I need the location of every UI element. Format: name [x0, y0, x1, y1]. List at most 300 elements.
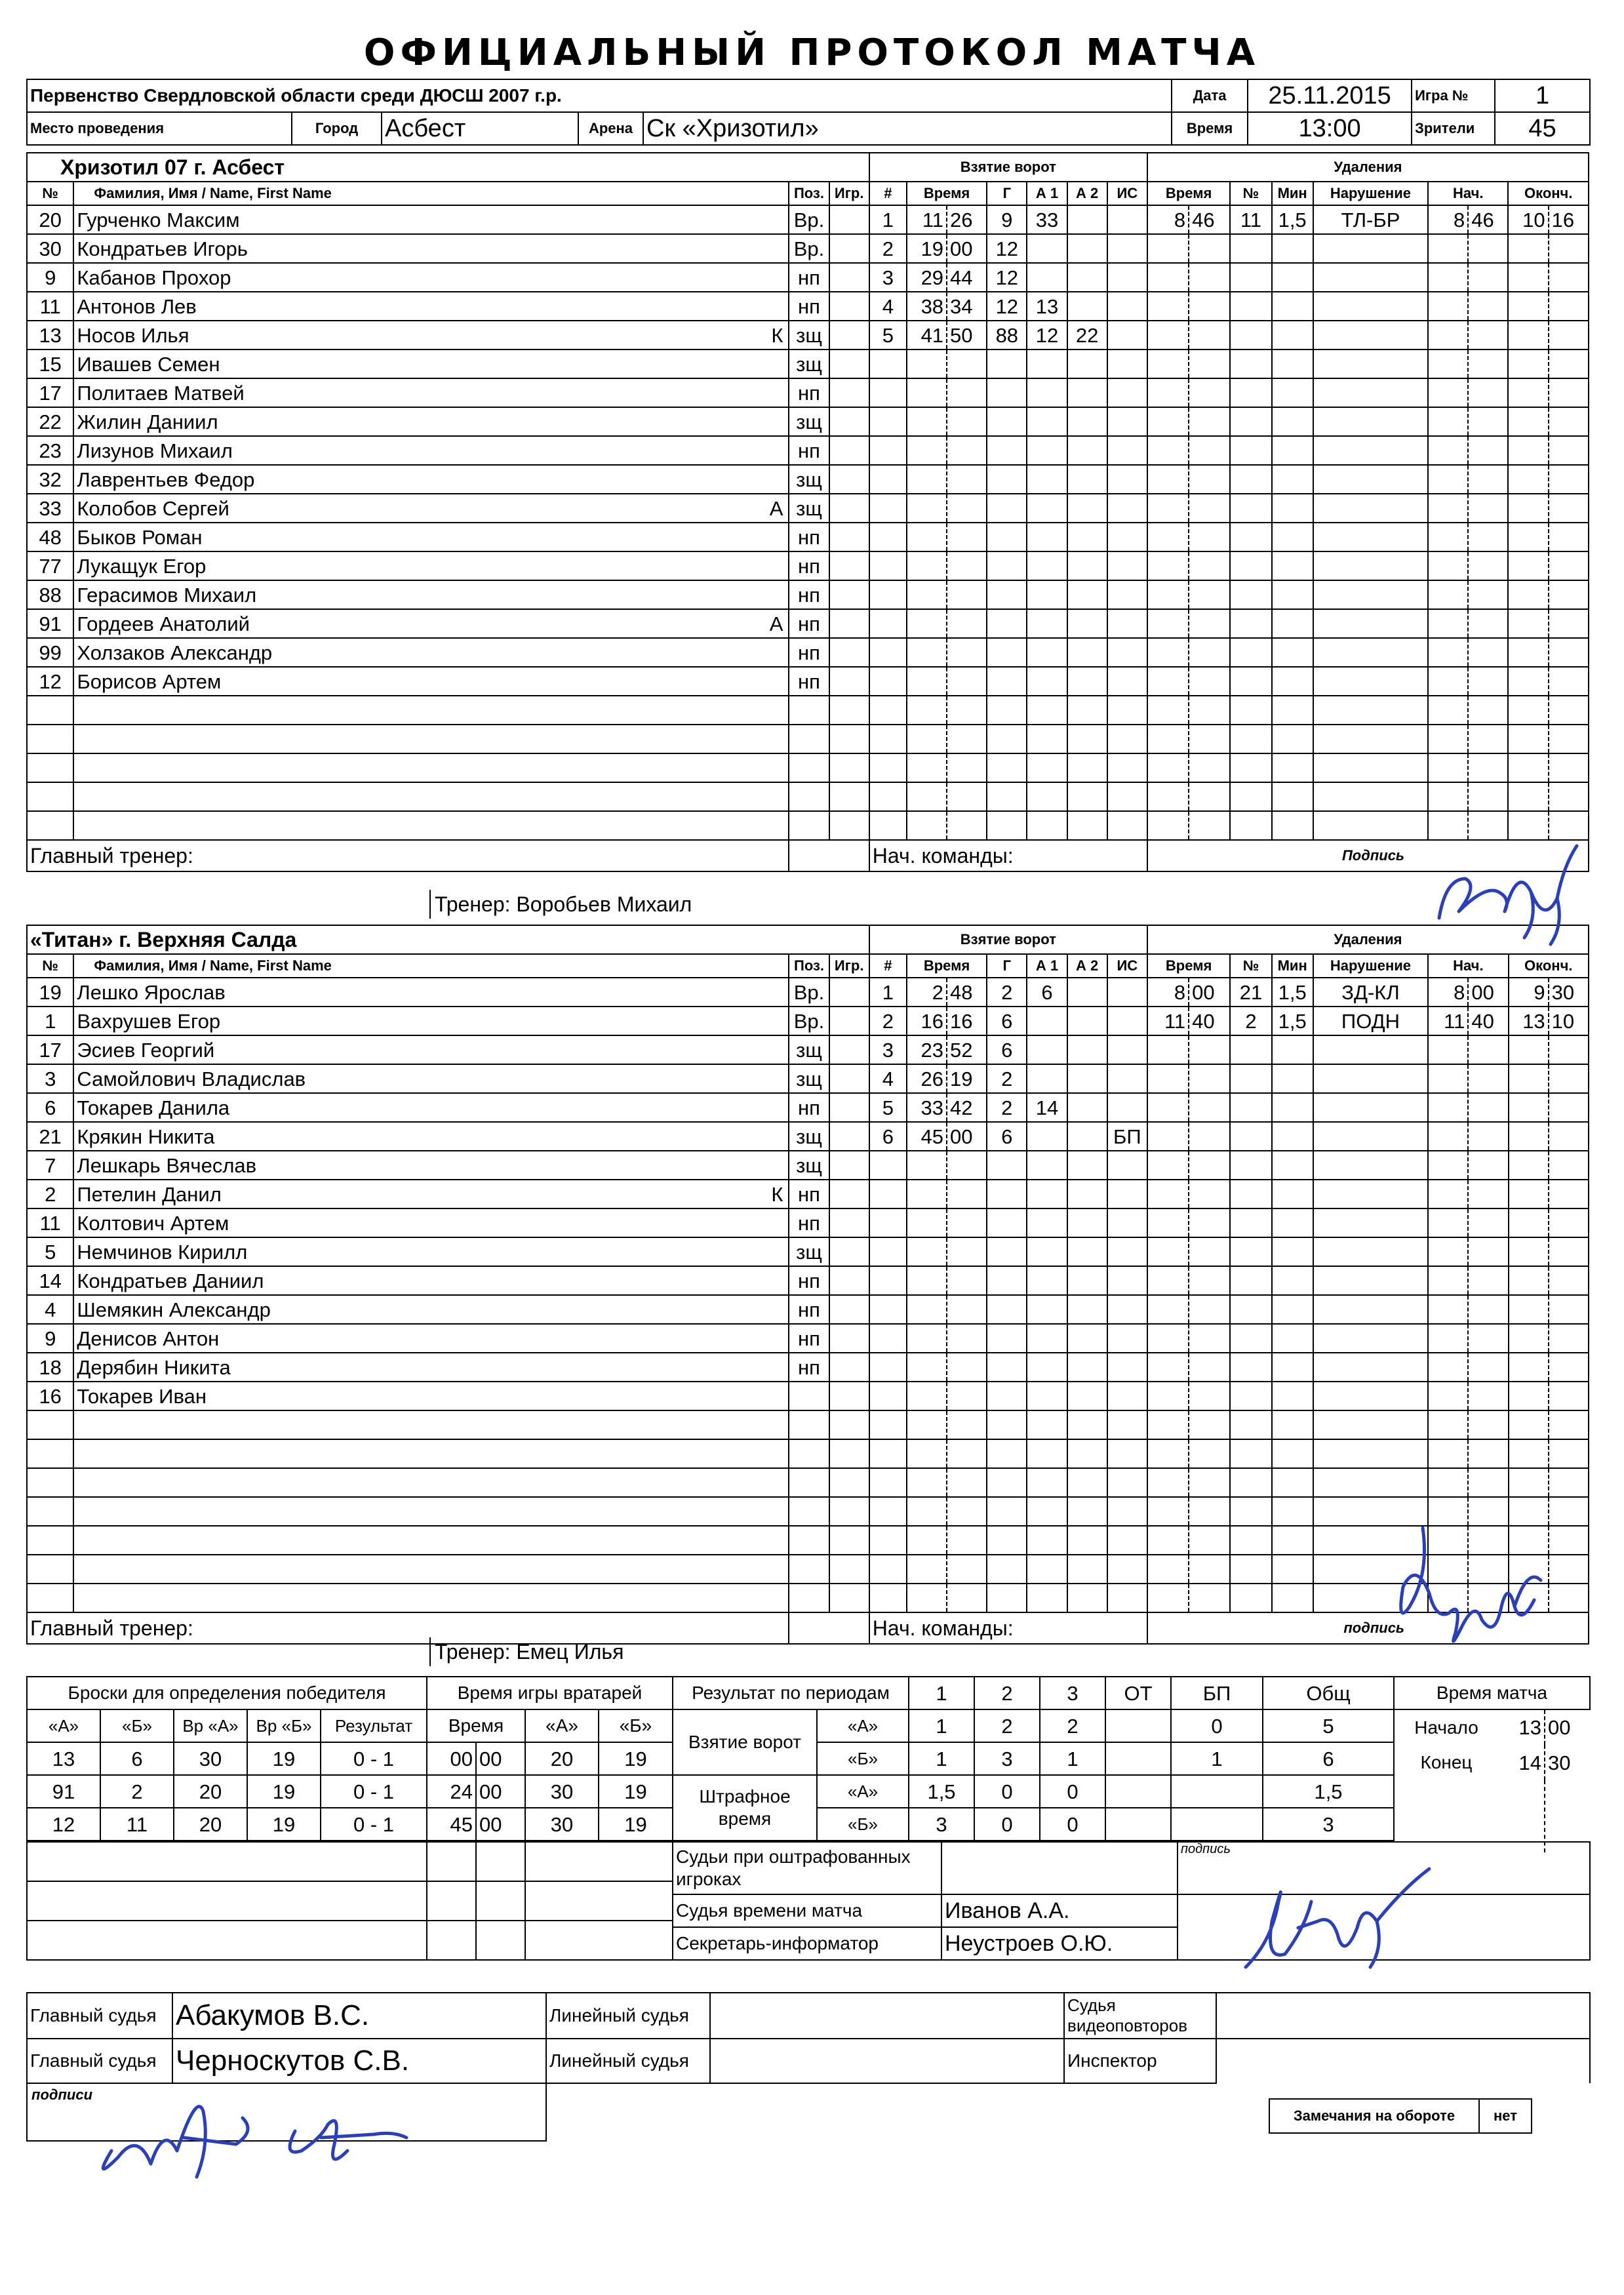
- penalty-end-minute: [1508, 782, 1548, 811]
- goal-second: [947, 1237, 987, 1266]
- player-played: [829, 696, 869, 725]
- team-b-row: [27, 1007, 1589, 1035]
- goal-minute: [907, 1382, 947, 1410]
- player-position: нп: [789, 580, 829, 609]
- penalty-end-second: [1549, 1266, 1589, 1295]
- goalie-a: 20: [525, 1742, 599, 1775]
- penalty-second: 40: [1189, 1007, 1230, 1035]
- penalty-violation: [1313, 1439, 1428, 1468]
- goal-second: [947, 753, 987, 782]
- goal-minute: 2: [907, 978, 947, 1007]
- penalty-start-second: [1468, 1064, 1508, 1093]
- period-value: [1105, 1775, 1171, 1808]
- player-name-cell: [73, 753, 789, 782]
- secretary-name: Неустроев О.Ю.: [941, 1927, 1178, 1960]
- player-name-cell: [73, 696, 789, 725]
- goal-assist-1: [1027, 1439, 1067, 1468]
- player-name-cell: [73, 263, 789, 292]
- player-name-cell: [73, 436, 789, 465]
- penalty-end-second: [1549, 1064, 1589, 1093]
- penalty-end-second: [1549, 725, 1589, 753]
- goal-assist-2: [1067, 1007, 1107, 1035]
- penalty-player: [1230, 1497, 1271, 1526]
- penalty-end-second: [1549, 1353, 1589, 1382]
- goal-situation: [1107, 696, 1147, 725]
- penalty-second: [1189, 638, 1230, 667]
- goal-scorer: [987, 1526, 1027, 1555]
- penalty-start-minute: 11: [1428, 1007, 1468, 1035]
- penalty-violation: [1313, 1237, 1428, 1266]
- penalty-minute: [1147, 378, 1189, 407]
- goal-minute: [907, 580, 947, 609]
- penalty-player: [1230, 349, 1271, 378]
- team-a-row: [27, 436, 1589, 465]
- player-name: Гурченко Максим: [77, 208, 240, 231]
- penalty-violation: [1313, 1295, 1428, 1324]
- goal-assist-1: [1027, 1382, 1067, 1410]
- goal-assist-1: [1027, 1497, 1067, 1526]
- goal-scorer: [987, 349, 1027, 378]
- player-position: [789, 782, 829, 811]
- penalty-start-minute: [1428, 782, 1468, 811]
- penalty-player: [1230, 1526, 1271, 1555]
- goalie-time-row: [427, 1808, 673, 1841]
- goal-situation: [1107, 1266, 1147, 1295]
- penalty-start-minute: [1428, 1064, 1468, 1093]
- penalty-start-minute: [1428, 1382, 1468, 1410]
- penalty-minutes: [1272, 1324, 1313, 1353]
- goal-scorer: [987, 551, 1027, 580]
- penalty-end-second: [1549, 1237, 1589, 1266]
- goal-second: [947, 1382, 987, 1410]
- penalty-end-minute: [1509, 1151, 1549, 1180]
- period-value: 0: [1171, 1709, 1263, 1742]
- penalty-violation: [1313, 609, 1428, 638]
- penalty-second: [1189, 1295, 1230, 1324]
- goal-scorer: [987, 1237, 1027, 1266]
- goal-situation: [1107, 1382, 1147, 1410]
- col-no: №: [27, 182, 73, 205]
- penalty-end-minute: 10: [1508, 205, 1548, 234]
- player-played: [829, 1353, 869, 1382]
- penalty-minute: [1147, 1324, 1189, 1353]
- player-name: Петелин Данил: [77, 1182, 222, 1206]
- player-name: Быков Роман: [77, 525, 203, 549]
- player-position: нп: [789, 1266, 829, 1295]
- period-col-total: Общ: [1263, 1677, 1394, 1709]
- team-b-row: [27, 1035, 1589, 1064]
- goal-minute: [907, 1526, 947, 1555]
- penalty-start-minute: [1428, 436, 1468, 465]
- penalty-second: [1189, 753, 1230, 782]
- player-position: [789, 1555, 829, 1584]
- goal-situation: [1107, 1526, 1147, 1555]
- player-number: 5: [27, 1237, 73, 1266]
- goal-second: 44: [947, 263, 987, 292]
- goalie-time-title: Время игры вратарей: [427, 1677, 673, 1709]
- penalty-end-second: [1549, 753, 1589, 782]
- goal-assist-2: [1067, 1093, 1107, 1122]
- player-name-cell: [73, 1555, 789, 1584]
- player-played: [829, 667, 869, 696]
- goal-assist-1: [1027, 638, 1067, 667]
- team-b-row: [27, 1468, 1589, 1497]
- penalty-minutes: [1272, 1468, 1313, 1497]
- player-name-cell: [73, 1180, 789, 1208]
- goal-scorer: 2: [987, 978, 1027, 1007]
- penalty-minutes: [1272, 1064, 1313, 1093]
- player-name-cell: [73, 349, 789, 378]
- goal-assist-1: [1027, 1122, 1067, 1151]
- goal-number: [869, 1208, 907, 1237]
- penalty-minutes: [1272, 551, 1313, 580]
- penalty-end-minute: [1508, 811, 1548, 840]
- team-b-row: [27, 1410, 1589, 1439]
- player-name: Денисов Антон: [77, 1327, 220, 1350]
- penalty-minutes: [1272, 1497, 1313, 1526]
- player-number: [27, 696, 73, 725]
- penalty-start-minute: [1428, 1093, 1468, 1122]
- video-referee-label: Судья видеоповторов: [1064, 1993, 1216, 2039]
- penalty-second: [1189, 1064, 1230, 1093]
- penalty-violation: [1313, 782, 1428, 811]
- goal-minute: [907, 494, 947, 523]
- match-start-hours: 13: [1499, 1709, 1545, 1745]
- team-a-row: [27, 465, 1589, 494]
- penalty-player: [1230, 1180, 1271, 1208]
- penalty-end-minute: [1509, 1266, 1549, 1295]
- team-a-row: [27, 234, 1589, 263]
- penalty-start-second: [1468, 436, 1508, 465]
- penalty-minutes: [1272, 696, 1313, 725]
- goal-second: [947, 1468, 987, 1497]
- player-position: нп: [789, 1324, 829, 1353]
- penalty-end-second: [1549, 234, 1589, 263]
- goal-situation: [1107, 205, 1147, 234]
- goal-situation: [1107, 638, 1147, 667]
- goal-assist-1: [1027, 782, 1067, 811]
- player-played: [829, 580, 869, 609]
- penalty-second: [1189, 1324, 1230, 1353]
- penalty-end-second: [1549, 696, 1589, 725]
- penalty-minute: 11: [1147, 1007, 1189, 1035]
- goal-minute: [907, 1410, 947, 1439]
- penalty-minutes: [1272, 1295, 1313, 1324]
- goal-assist-2: [1067, 205, 1107, 234]
- penalty-player: [1230, 725, 1271, 753]
- goal-assist-2: [1067, 1035, 1107, 1064]
- penalty-start-minute: [1428, 407, 1468, 436]
- penalty-violation: ПОДН: [1313, 1007, 1428, 1035]
- period-value: [1171, 1808, 1263, 1841]
- penalty-end-minute: [1508, 349, 1548, 378]
- goal-assist-1: [1027, 494, 1067, 523]
- player-position: зщ: [789, 1064, 829, 1093]
- player-name: Дерябин Никита: [77, 1355, 231, 1379]
- penalty-second: [1189, 1208, 1230, 1237]
- period-col-ot: ОТ: [1105, 1677, 1171, 1709]
- penalty-end-minute: [1509, 1439, 1549, 1468]
- player-position: [789, 1497, 829, 1526]
- goal-minute: 45: [907, 1122, 947, 1151]
- penalty-minute: [1147, 321, 1189, 349]
- player-name-cell: [73, 1497, 789, 1526]
- player-played: [829, 551, 869, 580]
- goal-second: [947, 580, 987, 609]
- penalty-end-second: [1549, 494, 1589, 523]
- player-played: [829, 494, 869, 523]
- goal-scorer: [987, 1151, 1027, 1180]
- player-name-cell: [73, 811, 789, 840]
- player-name: Политаев Матвей: [77, 381, 245, 405]
- penalty-player: [1230, 1353, 1271, 1382]
- penalty-end-second: [1549, 667, 1589, 696]
- col-penalty-time: Время: [1147, 954, 1230, 978]
- player-name-cell: [73, 1584, 789, 1612]
- player-name: Эсиев Георгий: [77, 1038, 215, 1062]
- penalty-start-minute: [1428, 638, 1468, 667]
- goal-scorer: [987, 1266, 1027, 1295]
- penalty-minute: [1147, 753, 1189, 782]
- goal-assist-2: [1067, 1122, 1107, 1151]
- goal-number: [869, 1353, 907, 1382]
- goal-number: [869, 782, 907, 811]
- player-name-cell: [73, 378, 789, 407]
- player-name-cell: [73, 1208, 789, 1237]
- goal-number: [869, 811, 907, 840]
- penalty-end-second: [1549, 1208, 1589, 1237]
- penalty-start-minute: 8: [1428, 205, 1468, 234]
- penalty-minute: [1147, 1410, 1189, 1439]
- penalty-minutes: [1272, 292, 1313, 321]
- player-name-cell: [73, 1122, 789, 1151]
- goal-minute: 26: [907, 1064, 947, 1093]
- goal-assist-1: [1027, 1584, 1067, 1612]
- goal-number: 1: [869, 205, 907, 234]
- period-value: 1: [909, 1742, 974, 1775]
- goal-minute: [907, 609, 947, 638]
- goalie-col-time: Время: [427, 1709, 525, 1742]
- player-name: Жилин Даниил: [77, 410, 218, 433]
- penalty-end-second: [1549, 378, 1589, 407]
- player-number: 33: [27, 494, 73, 523]
- player-name-cell: [73, 292, 789, 321]
- penalty-start-minute: [1428, 1122, 1468, 1151]
- penalty-minutes: [1272, 465, 1313, 494]
- goalie-col-b: «Б»: [599, 1709, 673, 1742]
- goalie-time-table: [426, 1676, 673, 1841]
- goal-scorer: [987, 378, 1027, 407]
- period-value: 5: [1263, 1709, 1394, 1742]
- goal-number: [869, 1468, 907, 1497]
- penalty-minute: [1147, 667, 1189, 696]
- player-played: [829, 1295, 869, 1324]
- goal-scorer: [987, 465, 1027, 494]
- goal-second: [947, 1526, 987, 1555]
- penalty-start-minute: [1428, 1468, 1468, 1497]
- penalty-minute: [1147, 1180, 1189, 1208]
- penalty-minute: [1147, 1526, 1189, 1555]
- goal-scorer: [987, 609, 1027, 638]
- period-team-label: «Б»: [817, 1808, 909, 1841]
- player-name-cell: [73, 1035, 789, 1064]
- player-position: Вр.: [789, 1007, 829, 1035]
- penalty-minutes: [1272, 638, 1313, 667]
- penalty-second: [1189, 1555, 1230, 1584]
- goal-number: 4: [869, 292, 907, 321]
- remarks-label: Замечания на обороте: [1269, 2099, 1479, 2133]
- officials-signature: [1233, 1862, 1449, 1987]
- goal-scorer: 6: [987, 1007, 1027, 1035]
- penalty-violation: [1313, 753, 1428, 782]
- penalty-end-minute: [1508, 378, 1548, 407]
- goal-scorer: [987, 523, 1027, 551]
- penalty-violation: [1313, 1382, 1428, 1410]
- goal-situation: [1107, 292, 1147, 321]
- penalty-violation: [1313, 1093, 1428, 1122]
- penalty-second: [1189, 696, 1230, 725]
- goal-second: [947, 436, 987, 465]
- goal-scorer: [987, 1410, 1027, 1439]
- penalty-minutes: [1272, 609, 1313, 638]
- player-name-cell: [73, 1266, 789, 1295]
- goal-assist-2: 22: [1067, 321, 1107, 349]
- penalty-start-second: [1468, 1295, 1508, 1324]
- goal-assist-1: [1027, 1208, 1067, 1237]
- shootout-cell: 20: [174, 1808, 247, 1841]
- match-time-title: Время матча: [1394, 1677, 1590, 1709]
- goalie-a: 30: [525, 1775, 599, 1808]
- shootout-cell: 91: [27, 1775, 100, 1808]
- goal-assist-2: [1067, 523, 1107, 551]
- goal-minute: [907, 1468, 947, 1497]
- penalty-minute: [1147, 349, 1189, 378]
- penalty-player: 21: [1230, 978, 1271, 1007]
- penalty-end-minute: [1509, 1180, 1549, 1208]
- city-value: Асбест: [382, 112, 578, 145]
- goal-situation: [1107, 1208, 1147, 1237]
- shootout-cell: 0 - 1: [321, 1808, 427, 1841]
- penalty-minute: [1147, 1555, 1189, 1584]
- goalie-second: 00: [476, 1808, 525, 1841]
- penalty-start-second: [1468, 551, 1508, 580]
- goal-assist-1: [1027, 378, 1067, 407]
- col-no: №: [27, 954, 73, 978]
- period-value: 0: [1040, 1775, 1105, 1808]
- team-a-row: [27, 321, 1589, 349]
- penalty-start-second: [1468, 609, 1508, 638]
- goal-scorer: [987, 753, 1027, 782]
- team-b-row: [27, 1064, 1589, 1093]
- goal-situation: [1107, 523, 1147, 551]
- goal-situation: [1107, 1007, 1147, 1035]
- goal-scorer: [987, 638, 1027, 667]
- penalty-violation: [1313, 1353, 1428, 1382]
- col-penalty-player: №: [1230, 954, 1271, 978]
- player-position: нп: [789, 436, 829, 465]
- team-b-row: [27, 1353, 1589, 1382]
- goal-situation: [1107, 263, 1147, 292]
- team-b-row: [27, 1295, 1589, 1324]
- goal-scorer: [987, 1180, 1027, 1208]
- player-position: [789, 753, 829, 782]
- player-number: 32: [27, 465, 73, 494]
- goal-second: [947, 494, 987, 523]
- player-number: [27, 1555, 73, 1584]
- goal-situation: [1107, 1555, 1147, 1584]
- player-number: 12: [27, 667, 73, 696]
- penalty-second: [1189, 1526, 1230, 1555]
- penalty-violation: [1313, 1122, 1428, 1151]
- penalty-end-second: [1549, 1151, 1589, 1180]
- period-col-bp: БП: [1171, 1677, 1263, 1709]
- player-position: нп: [789, 1208, 829, 1237]
- player-played: [829, 1555, 869, 1584]
- goal-assist-1: [1027, 1353, 1067, 1382]
- penalty-end-minute: [1509, 1122, 1549, 1151]
- penalty-minutes: [1272, 1555, 1313, 1584]
- penalty-start-second: [1468, 1468, 1508, 1497]
- player-number: 21: [27, 1122, 73, 1151]
- goal-assist-2: [1067, 292, 1107, 321]
- penalty-minutes: [1272, 494, 1313, 523]
- goal-situation: [1107, 494, 1147, 523]
- goal-situation: [1107, 1439, 1147, 1468]
- player-name-cell: [73, 1064, 789, 1093]
- player-played: [829, 1180, 869, 1208]
- team-a-row: [27, 782, 1589, 811]
- player-position: нп: [789, 609, 829, 638]
- col-assist-1: А 1: [1027, 954, 1067, 978]
- penalty-second: [1189, 609, 1230, 638]
- penalty-end-minute: [1509, 1324, 1549, 1353]
- goal-minute: [907, 1266, 947, 1295]
- penalty-violation: [1313, 349, 1428, 378]
- penalty-start-minute: [1428, 725, 1468, 753]
- team-a-signature: [1433, 839, 1590, 951]
- player-played: [829, 1584, 869, 1612]
- penalty-violation: [1313, 1151, 1428, 1180]
- goal-number: [869, 1180, 907, 1208]
- goal-scorer: 12: [987, 234, 1027, 263]
- penalty-player: [1230, 1584, 1271, 1612]
- period-value: 6: [1263, 1742, 1394, 1775]
- penalty-second: [1189, 1237, 1230, 1266]
- game-number: 1: [1495, 79, 1590, 112]
- penalty-end-minute: [1508, 580, 1548, 609]
- team-b-row: [27, 1122, 1589, 1151]
- goal-minute: [907, 753, 947, 782]
- player-played: [829, 609, 869, 638]
- player-played: [829, 725, 869, 753]
- penalty-second: [1189, 551, 1230, 580]
- goal-scorer: 2: [987, 1064, 1027, 1093]
- goal-scorer: [987, 725, 1027, 753]
- goal-minute: [907, 1555, 947, 1584]
- penalty-minute: [1147, 1122, 1189, 1151]
- shootout-col: Результат: [321, 1709, 427, 1742]
- penalty-start-second: [1468, 523, 1508, 551]
- penalty-start-second: [1468, 1208, 1508, 1237]
- player-number: [27, 753, 73, 782]
- goal-minute: 23: [907, 1035, 947, 1064]
- penalty-start-second: [1468, 1382, 1508, 1410]
- player-played: [829, 1410, 869, 1439]
- goal-situation: [1107, 1410, 1147, 1439]
- player-number: 77: [27, 551, 73, 580]
- goal-number: [869, 1151, 907, 1180]
- team-a-row: [27, 725, 1589, 753]
